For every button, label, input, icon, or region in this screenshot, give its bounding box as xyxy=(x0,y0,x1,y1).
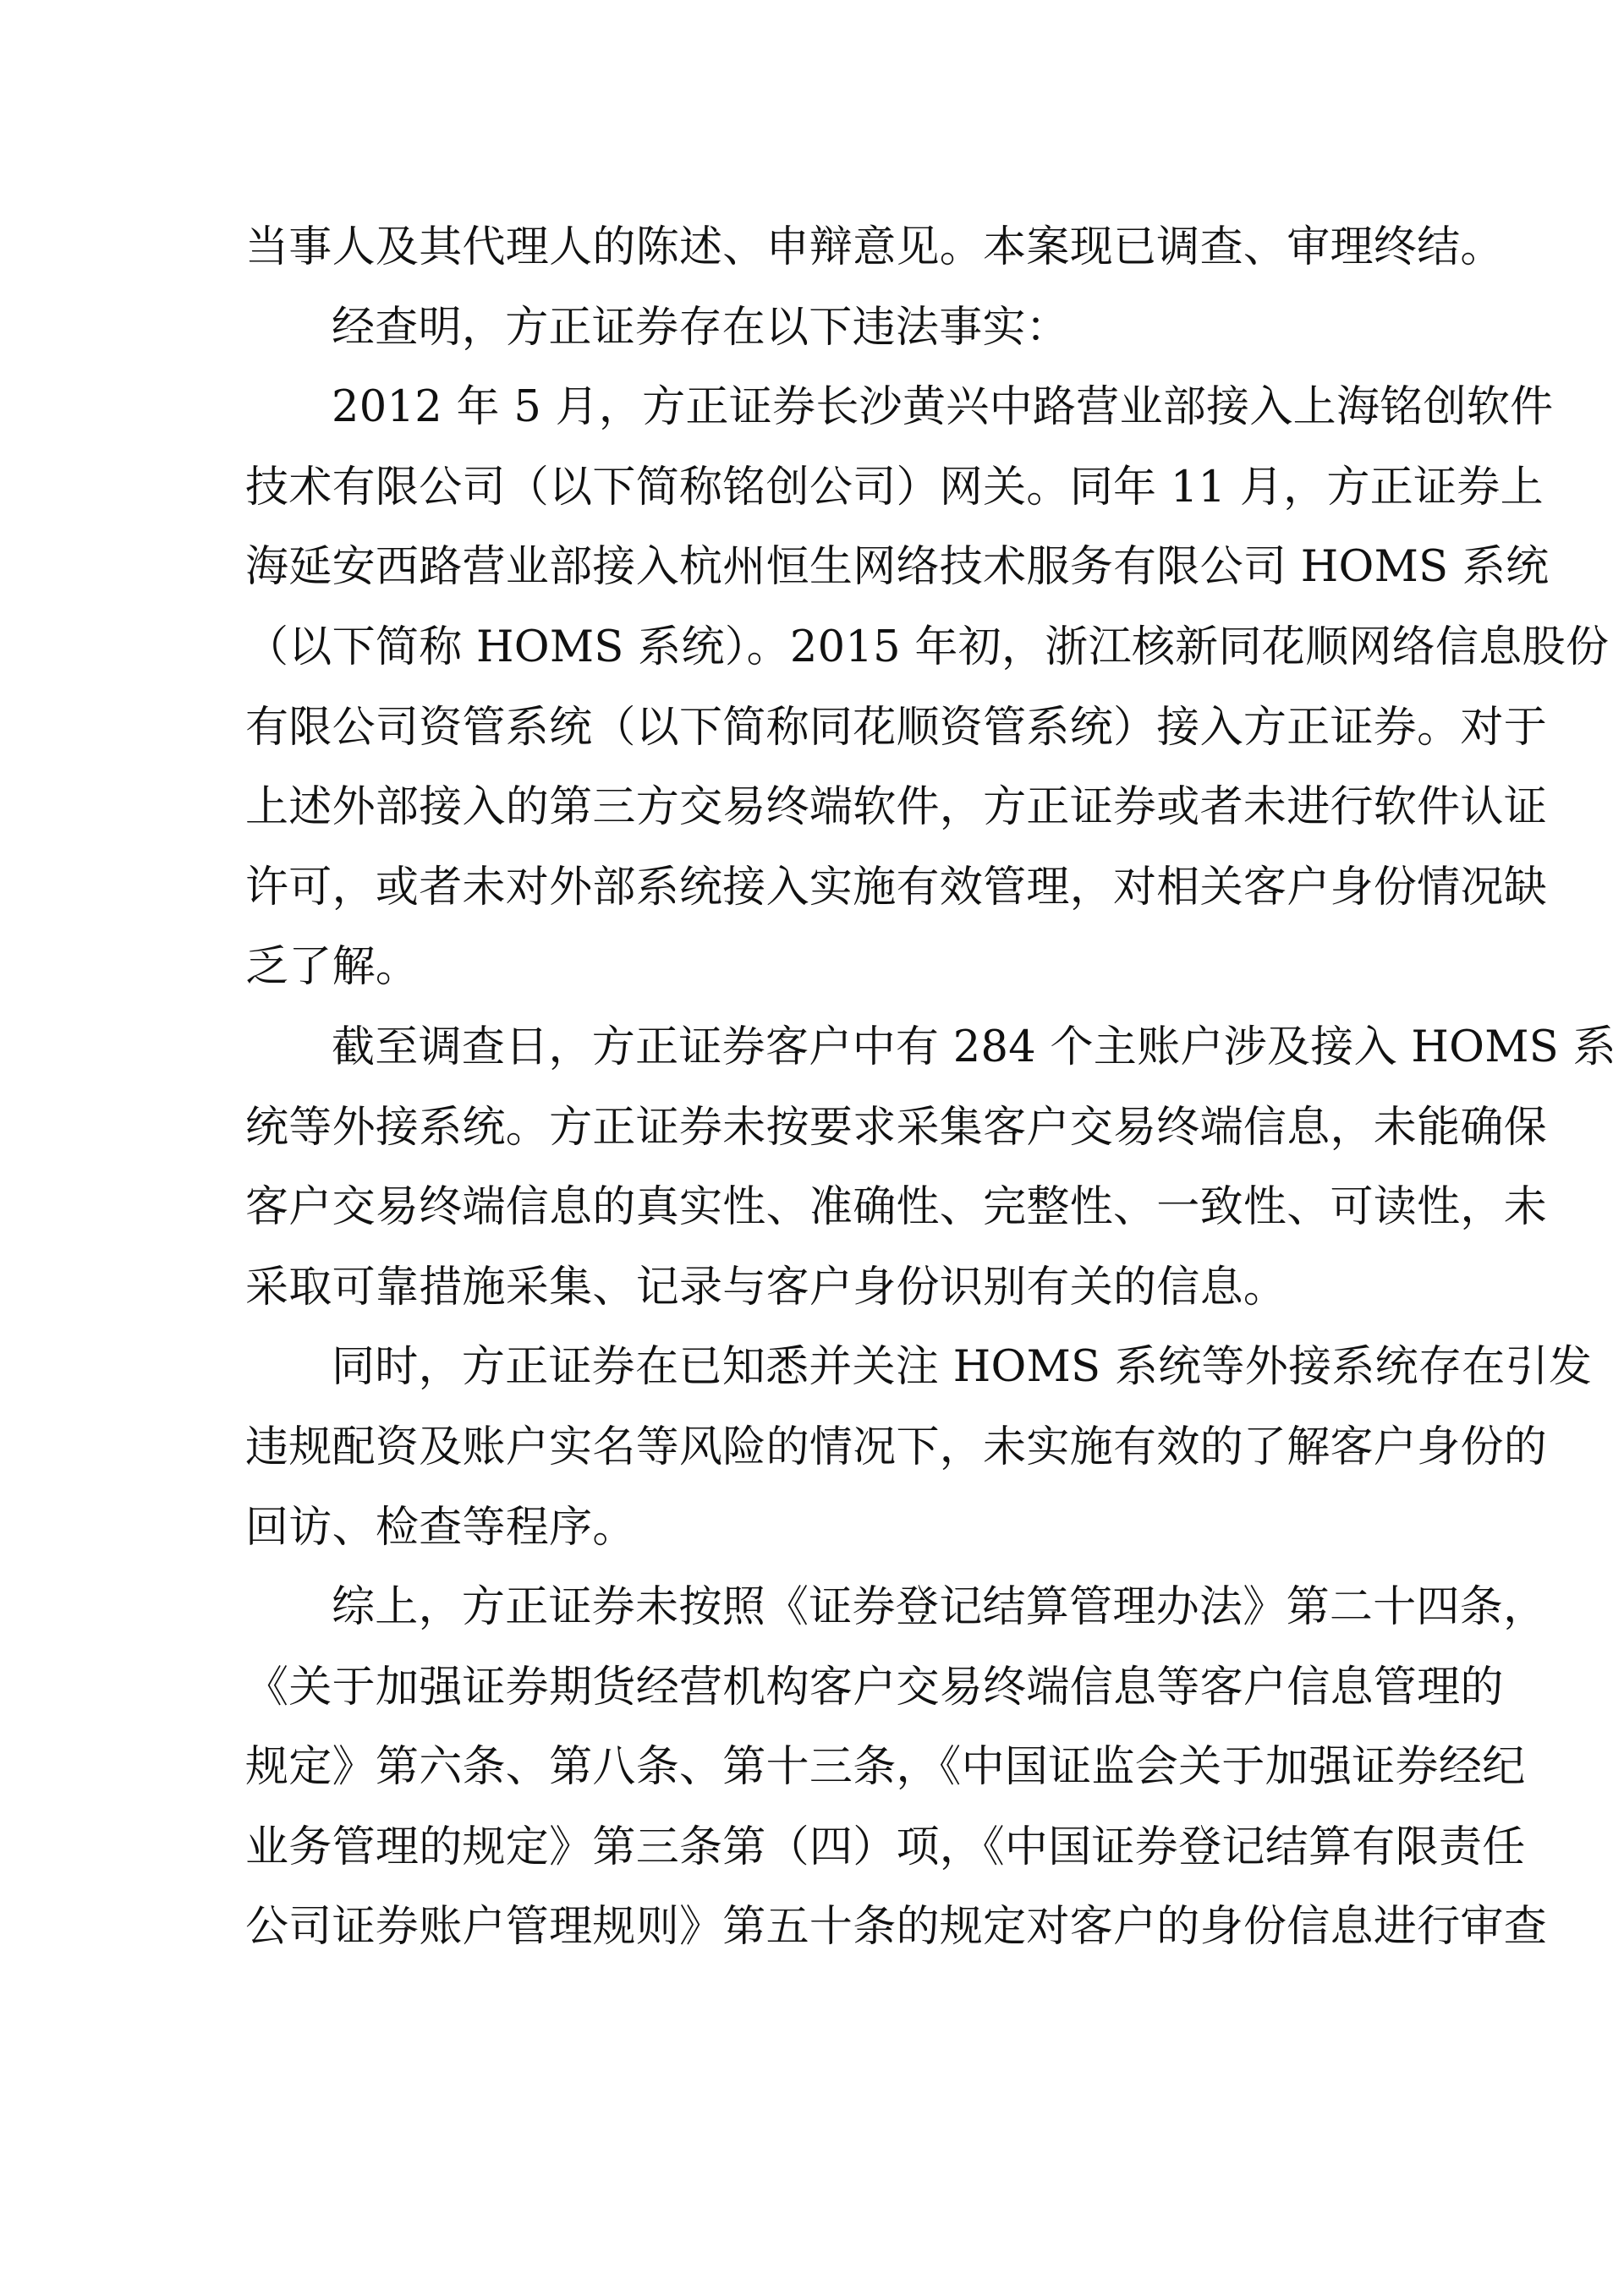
text-line: 客户交易终端信息的真实性、准确性、完整性、一致性、可读性，未 xyxy=(245,1182,1548,1233)
document-body xyxy=(245,208,1616,1968)
paragraph-findings-intro xyxy=(245,288,1383,369)
paragraph-third-party-systems xyxy=(245,368,1610,1008)
paragraph-risk-awareness xyxy=(245,1328,1593,1568)
text-line: 业务管理的规定》第三条第（四）项，《中国证券登记结算有限责任 xyxy=(245,1822,1526,1872)
text-line: 同时，方正证券在已知悉并关注 HOMS 系统等外接系统存在引发 xyxy=(332,1342,1593,1393)
text-line: 公司证券账户管理规则》第五十条的规定对客户的身份信息进行审查 xyxy=(245,1902,1548,1953)
text-line: 统等外接系统。方正证券未按要求采集客户交易终端信息，未能确保 xyxy=(245,1102,1548,1153)
text-line: （以下简称 HOMS 系统）。2015 年初，浙江核新同花顺网络信息股份 xyxy=(245,622,1610,672)
text-line: 乏了解。 xyxy=(245,942,420,993)
paragraph-closing-statement xyxy=(245,208,1504,288)
text-line: 截至调查日，方正证券客户中有 284 个主账户涉及接入 HOMS 系 xyxy=(332,1022,1616,1072)
text-line: 2012 年 5 月，方正证券长沙黄兴中路营业部接入上海铭创软件 xyxy=(332,382,1554,433)
text-line: 技术有限公司（以下简称铭创公司）网关。同年 11 月，方正证券上 xyxy=(245,462,1544,512)
text-line: 采取可靠措施采集、记录与客户身份识别有关的信息。 xyxy=(245,1262,1287,1312)
paragraph-summary-violations xyxy=(245,1568,1548,1968)
text-line: 经查明，方正证券存在以下违法事实： xyxy=(332,302,1070,353)
text-line: 回访、检查等程序。 xyxy=(245,1502,636,1553)
text-line: 违规配资及账户实名等风险的情况下，未实施有效的了解客户身份的 xyxy=(245,1422,1548,1472)
text-line: 海延安西路营业部接入杭州恒生网络技术服务有限公司 HOMS 系统 xyxy=(245,542,1550,593)
text-line: 上述外部接入的第三方交易终端软件，方正证券或者未进行软件认证 xyxy=(245,782,1548,833)
text-line: 规定》第六条、第八条、第十三条，《中国证监会关于加强证券经纪 xyxy=(245,1742,1526,1793)
text-line: 综上，方正证券未按照《证券登记结算管理办法》第二十四条， xyxy=(332,1582,1547,1633)
text-line: 《关于加强证券期货经营机构客户交易终端信息等客户信息管理的 xyxy=(245,1662,1504,1712)
text-line: 当事人及其代理人的陈述、申辩意见。本案现已调查、审理终结。 xyxy=(245,222,1504,272)
text-line: 有限公司资管系统（以下简称同花顺资管系统）接入方正证券。对于 xyxy=(245,702,1548,753)
paragraph-account-findings xyxy=(245,1008,1616,1328)
text-line: 许可，或者未对外部系统接入实施有效管理，对相关客户身份情况缺 xyxy=(245,862,1548,912)
